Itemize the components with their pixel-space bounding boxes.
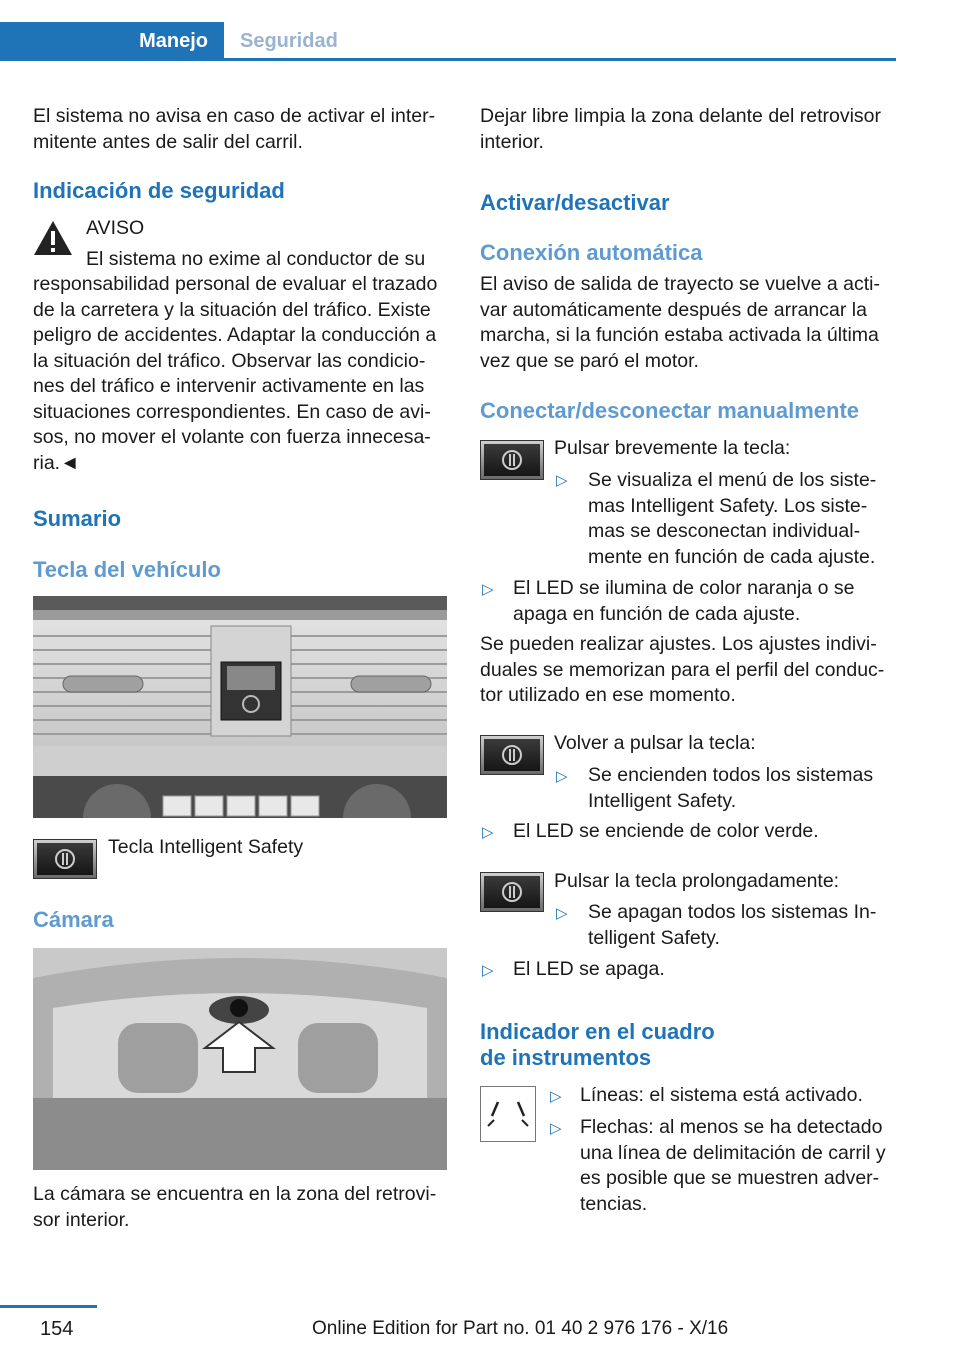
footer-rule	[0, 1305, 97, 1308]
edition-text: Online Edition for Part no. 01 40 2 976 176 - X/16	[312, 1318, 729, 1339]
warning-title: AVISO	[86, 217, 145, 239]
camara-heading: Cámara	[33, 907, 114, 932]
bullet-icon: ▷	[482, 962, 494, 979]
press1-bullet1: Se visualiza el menú de los siste- mas Intelligent Safety. Los siste- mas se desconectan individual- mente en función de cada ajuste.	[588, 469, 877, 568]
press1-bullet2: El LED se ilumina de color naranja o se apaga en función de cada ajuste.	[513, 577, 855, 625]
press1-text: Pulsar brevemente la tecla:	[554, 437, 791, 459]
bullet-icon: ▷	[550, 1120, 562, 1137]
page-number: 154	[40, 1318, 74, 1340]
warning-body: responsabilidad personal de evaluar el trazado de la carretera y la situación del tráfico. Existe peligro de accidentes. Adaptar la conducción a la situación del tráfico. Observar las condicio- nes del tráfico e intervenir activamente en las situaciones correspondientes. En caso de avi- sos, no mover el volante con fuerza innecesa- ria.◄	[33, 273, 438, 474]
press2-bullet1: Se encienden todos los sistemas Intelligent Safety.	[588, 764, 874, 812]
bullet-icon: ▷	[556, 905, 568, 922]
indicator-bullet2: Flechas: al menos se ha detectado una línea de delimitación de carril y es posible que se muestren adver- tencias.	[580, 1116, 886, 1215]
header-rule	[0, 58, 896, 61]
settings-text: Se pueden realizar ajustes. Los ajustes indivi- duales se memorizan para el perfil del conduc- tor utilizado en ese momento.	[480, 633, 885, 706]
tab-seguridad[interactable]: Seguridad	[240, 30, 338, 52]
press3-text: Pulsar la tecla prolongadamente:	[554, 870, 840, 892]
activar-heading: Activar/desactivar	[480, 190, 670, 215]
camera-photo	[33, 948, 447, 1170]
left-intro: El sistema no avisa en caso de activar el inter- mitente antes de salir del carril.	[33, 105, 436, 153]
bullet-icon: ▷	[482, 824, 494, 841]
intelligent-safety-button-icon	[480, 735, 544, 775]
lane-lines-icon	[480, 1086, 536, 1142]
manual-heading: Conectar/desconectar manualmente	[480, 398, 860, 423]
dashboard-button-photo	[33, 596, 447, 818]
intelligent-safety-button-icon	[480, 440, 544, 480]
press3-bullet1: Se apagan todos los sistemas In- telligent Safety.	[588, 901, 877, 949]
auto-heading: Conexión automática	[480, 240, 703, 265]
right-intro: Dejar libre limpia la zona delante del retrovisor interior.	[480, 105, 882, 153]
warning-triangle-icon	[33, 220, 73, 256]
tab-manejo[interactable]: Manejo	[0, 22, 224, 60]
auto-text: El aviso de salida de trayecto se vuelve a acti- var automáticamente después de arrancar la marcha, si la función estaba activada la última vez que se paró el motor.	[480, 273, 880, 372]
tecla-heading: Tecla del vehículo	[33, 557, 221, 582]
bullet-icon: ▷	[556, 472, 568, 489]
indicator-bullet1: Líneas: el sistema está activado.	[580, 1084, 863, 1106]
bullet-icon: ▷	[550, 1088, 562, 1105]
bullet-icon: ▷	[482, 581, 494, 598]
press2-text: Volver a pulsar la tecla:	[554, 732, 756, 754]
safety-heading: Indicación de seguridad	[33, 178, 285, 203]
press3-bullet2: El LED se apaga.	[513, 958, 665, 980]
press2-bullet2: El LED se enciende de color verde.	[513, 820, 819, 842]
button-caption: Tecla Intelligent Safety	[108, 836, 304, 858]
warning-line: El sistema no exime al conductor de su	[86, 248, 426, 270]
sumario-heading: Sumario	[33, 506, 122, 531]
intelligent-safety-button-icon	[480, 872, 544, 912]
bullet-icon: ▷	[556, 768, 568, 785]
intelligent-safety-button-icon	[33, 839, 97, 879]
indicator-heading: Indicador en el cuadro de instrumentos	[480, 1019, 715, 1070]
camera-caption: La cámara se encuentra en la zona del retrovi- sor interior.	[33, 1183, 437, 1231]
